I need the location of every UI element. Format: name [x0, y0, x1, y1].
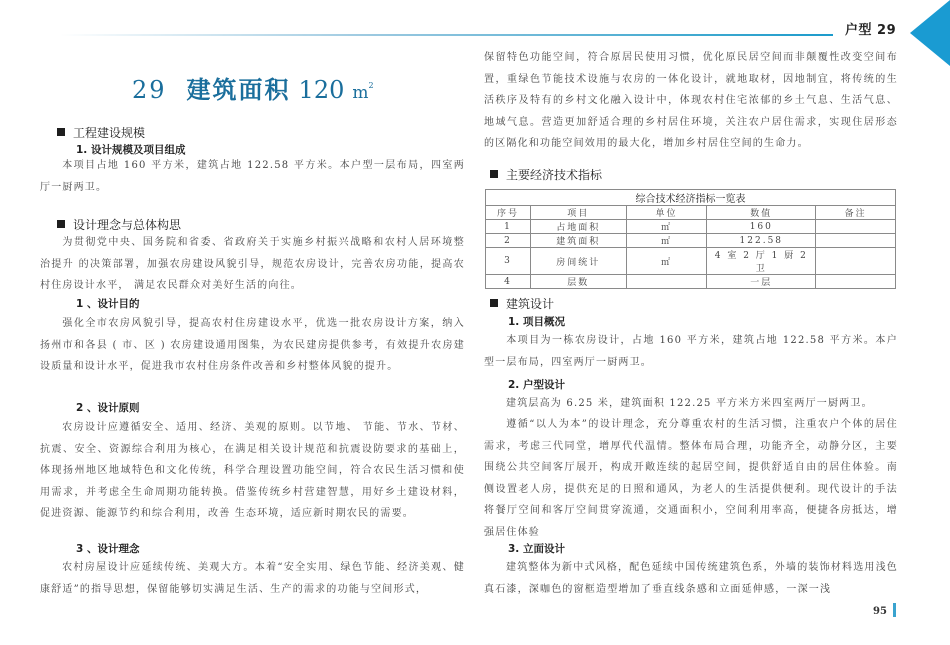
cell: 占地面积	[530, 220, 626, 234]
cell: ㎡	[626, 234, 707, 248]
cell	[816, 248, 896, 275]
cell: 1	[486, 220, 531, 234]
subheading-scale: 1. 设计规模及项目组成	[76, 144, 186, 156]
paragraph-elevation: 建筑整体为新中式风格，配色延续中国传统建筑色系，外墙的装饰材料选用浅色真石漆，深咖色的窗框造型增加了垂直线条感和立面延伸感，一深一浅	[484, 562, 898, 595]
cell: 房间统计	[530, 248, 626, 275]
table-caption: 综合技术经济指标一览表	[486, 190, 896, 206]
section-heading-indicators: 主要经济技术指标	[490, 166, 602, 183]
table-row	[486, 220, 896, 234]
page-marker-bar	[893, 603, 896, 617]
cell: 160	[707, 220, 816, 234]
cell	[626, 275, 707, 289]
section-heading-scale: 工程建设规模	[57, 124, 145, 141]
table-row	[486, 275, 896, 289]
cell: 4 室 2 厅 1 厨 2 卫	[707, 248, 816, 275]
paragraph-concept: 为贯彻党中央、国务院和省委、省政府关于实施乡村振兴战略和农村人居环境整治提升 的决策部署，加强农房建设风貌引导，规范农房设计，完善农房功能，提高农村住房设计水平， 满足农民群众对美好生活的向往。	[40, 237, 465, 292]
paragraph-layout-summary: 建筑层高为 6.25 米，建筑面积 122.25 平方米方米四室两厅一厨两卫。	[506, 398, 873, 409]
subheading-idea: 3 、设计理念	[76, 543, 140, 555]
paragraph-layout-detail: 遵循“以人为本”的设计理念，充分尊重农村的生活习惯，注重农户个体的居住需求，考虑三代同堂，增厚代代温情。整体布局合理，功能齐全，动静分区，主要围绕公共空间客厅展开，构成开敞连续的起居空间，提供舒适自由的居住体验。南侧设置老人房，提供充足的日照和通风，为老人的生活提供便利。现代设计的手法将餐厅空间和客厅空间贯穿流通，交通面积小，空间利用率高，便捷各房抵达，增强居住体验	[484, 419, 898, 538]
cell: 2	[486, 234, 531, 248]
col-header: 数值	[707, 206, 816, 220]
cell: ㎡	[626, 220, 707, 234]
cell	[816, 234, 896, 248]
col-header: 序号	[486, 206, 531, 220]
bullet-square-icon	[57, 128, 65, 136]
table-header-row	[486, 206, 896, 220]
cell: 3	[486, 248, 531, 275]
subheading-overview: 1. 项目概况	[508, 316, 565, 328]
indicator-table	[485, 189, 896, 289]
subheading-goal: 1 、设计目的	[76, 298, 140, 310]
paragraph-scale: 本项目占地 160 平方米，建筑占地 122.58 平方米。本户型一层布局，四室两厅一厨两卫。	[40, 160, 465, 193]
col-header: 备注	[816, 206, 896, 220]
cell	[816, 275, 896, 289]
bullet-square-icon	[490, 170, 498, 178]
title-label: 建筑面积	[186, 76, 291, 104]
title-number: 29	[132, 76, 167, 104]
col-header: 单位	[626, 206, 707, 220]
col-header: 项目	[530, 206, 626, 220]
section-heading-architecture: 建筑设计	[490, 295, 554, 312]
subheading-principle: 2 、设计原则	[76, 402, 140, 414]
page-number: 95	[873, 606, 887, 617]
table-row	[486, 248, 896, 275]
subheading-layout: 2. 户型设计	[508, 379, 565, 391]
bullet-square-icon	[490, 299, 498, 307]
paragraph-goal: 强化全市农房风貌引导，提高农村住房建设水平，优选一批农房设计方案，纳入扬州市和各县 ( 市、区 ) 农房建设通用图集，为农民建房提供参考，有效提升农房建设质量和设计水平，促进我市农村住房条件改善和乡村整体风貌的提升。	[40, 318, 465, 373]
title-unit: $m^2$	[352, 81, 374, 103]
header-title: 户型 29	[845, 23, 897, 38]
section-heading-concept: 设计理念与总体构思	[57, 216, 181, 233]
corner-tab-icon	[910, 0, 950, 66]
page-title	[132, 70, 374, 105]
paragraph-idea-continued: 保留特色功能空间，符合原居民使用习惯，优化原民居空间而非颠覆性改变空间布置，重绿色节能技术设施与农房的一体化设计，就地取材，因地制宜，将传统的生活秩序及特有的乡村文化融入设计中，体现农村住宅浓郁的乡土气息、生活气息、地域气息。营造更加舒适合理的乡村居住环境，关注农户居住需求，实现住居形态的区隔化和功能空间效用的最大化，增加乡村居住空间的生命力。	[484, 52, 898, 150]
bullet-square-icon	[57, 220, 65, 228]
paragraph-principle: 农房设计应遵循安全、适用、经济、美观的原则。以节地、 节能、节水、节材、抗震、安全、资源综合利用为核心，在满足相关设计规范和抗震设防要求的基础上，体现扬州地区地域特色和文化传统，科学合理设置功能空间，符合农民生活习惯和使用需求，并考虑全生命周期功能转换。借鉴传统乡村营建智慧，用好乡土建设材料，促进资源、能源节约和综合利用，改善 生态环境，适应新时期农民的需要。	[40, 422, 465, 520]
cell	[816, 220, 896, 234]
cell: 122.58	[707, 234, 816, 248]
cell: 层数	[530, 275, 626, 289]
cell: 一层	[707, 275, 816, 289]
title-area: 120	[298, 76, 345, 104]
cell: ㎡	[626, 248, 707, 275]
subheading-elevation: 3. 立面设计	[508, 543, 565, 555]
paragraph-idea: 农村房屋设计应延续传统、美观大方。本着“安全实用、绿色节能、经济美观、健康舒适”的指导思想，保留能够切实满足生活、生产的需求的功能与空间形式，	[40, 562, 465, 595]
cell: 4	[486, 275, 531, 289]
cell: 建筑面积	[530, 234, 626, 248]
table-row	[486, 234, 896, 248]
paragraph-overview: 本项目为一栋农房设计，占地 160 平方米，建筑占地 122.58 平方米。本户型一层布局，四室两厅一厨两卫。	[484, 335, 898, 368]
header-rule	[60, 34, 833, 36]
